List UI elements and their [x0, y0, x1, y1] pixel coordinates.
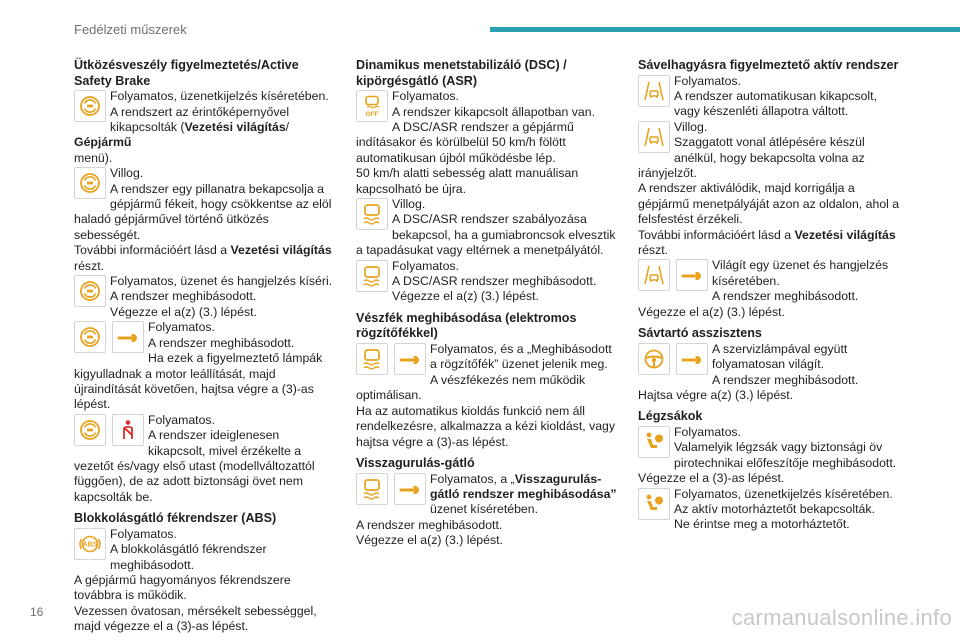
entry-abs: ABS Folyamatos. A blokkolásgátló fékrendszer meghibásodott. A gépjármű hagyományos fékrendszere továbbra is működik. Vezessen óvatosan, mérsékelt sebességgel, majd végezze el a (3)-as lépést. [74, 526, 317, 634]
entry-dsc-off: OFF Folyamatos. A rendszer kikapcsolt állapotban van. A DSC/ASR rendszer a gépjármű indításakor és körülbelül 50 km/h fölött automatikusan újból működésbe lép. 50 km/h alatti sebesség alatt manuálisan kapcsolható be újra. [356, 89, 596, 196]
collision-warning-icon [74, 275, 106, 307]
lane-departure-icon [638, 121, 670, 153]
entry-collision-flashing: Villog. A rendszer egy pillanatra bekapcsolja a gépjármű fékeit, hogy csökkentse az elöl haladó gépjárművel történő ütközés sebességét. További információért lásd a Vezetési világítás részt. [74, 166, 332, 273]
seatbelt-icon [112, 414, 144, 446]
entry-airbag-fault: Folyamatos. Valamelyik légzsák vagy biztonsági öv pirotechnikai előfeszítője meghibásodott. Végezze el a (3)-as lépést. [638, 424, 897, 486]
section-title-hill-assist: Visszagurulás-gátló [356, 455, 475, 470]
dsc-off-icon [356, 90, 388, 122]
entry-lane-off: Folyamatos. A rendszer automatikusan kikapcsolt, vagy készenléti állapotra váltott. [638, 74, 900, 120]
collision-warning-icon [74, 321, 106, 353]
section-title-airbags: Légzsákok [638, 409, 703, 424]
collision-warning-icon [74, 90, 106, 122]
lane-departure-icon [638, 259, 670, 291]
section-title-dsc-asr: Dinamikus menetstabilizáló (DSC) / kipörgésgátló (ASR) [356, 58, 567, 88]
wrench-icon [676, 343, 708, 375]
entry-lane-fault: Világít egy üzenet és hangjelzés kíséretében. A rendszer meghibásodott. Végezze el a(z) (3.) lépést. [638, 258, 889, 319]
entry-hill-assist: Folyamatos, a „Visszagurulás- gátló rendszer meghibásodása” üzenet kíséretében. A rendszer meghibásodott. Végezze el a(z) (3.) lépést. [356, 471, 617, 548]
airbag-icon [638, 426, 670, 458]
section-title-lane-keeping: Sávtartó asszisztens [638, 326, 762, 341]
svg-text:ABS: ABS [82, 541, 98, 549]
steering-wheel-icon [638, 343, 670, 375]
wrench-icon [112, 321, 144, 353]
lane-departure-icon [638, 75, 670, 107]
section-title-abs: Blokkolásgátló fékrendszer (ABS) [74, 511, 277, 526]
wrench-icon [676, 259, 708, 291]
abs-icon [74, 528, 106, 560]
entry-emergency-brake: Folyamatos, és a „Meghibásodott a rögzítőfék” üzenet jelenik meg. A vészfékezés nem működik optimálisan. Ha az automatikus kioldás funkció nem áll rendelkezésre, alkalmazza a kézi kioldást, vagy hajtsa végre a (3)-as lépést. [356, 342, 616, 449]
dsc-icon [356, 198, 388, 230]
section-title-emergency-brake: Vészfék meghibásodása (elektromos rögzítőfékkel) [356, 310, 577, 341]
section-title-lane-departure: Sávelhagyásra figyelmeztető aktív rendszer [638, 58, 899, 72]
collision-warning-icon [74, 167, 106, 199]
section-title-collision-warning: Ütközésveszély figyelmeztetés/Active Safety Brake [74, 58, 299, 88]
entry-lane-keeping: A szervizlámpával együtt folyamatosan világít. A rendszer meghibásodott. Hajtsa végre a(z) (3.) lépést. [638, 341, 859, 402]
header-accent-rule [490, 27, 960, 32]
entry-airbag-hood: Folyamatos, üzenetkijelzés kíséretében. Az aktív motorháztetőt bekapcsolták. Ne érintse meg a motorháztetőt. [638, 487, 900, 533]
page-number: 16 [30, 605, 44, 619]
entry-dsc-fault: Folyamatos. A DSC/ASR rendszer meghibásodott. Végezze el a(z) (3.) lépést. [356, 259, 618, 305]
running-header: Fedélzeti műszerek [74, 22, 187, 37]
entry-lane-flashing: Villog. Szaggatott vonal átlépésére készül anélkül, hogy bekapcsolta volna az irányjelzőt. A rendszer aktiválódik, majd korrigálja a gépjármű menetpályáját azon az oldalon, ahol a felsfestést érzékeli. További információért lásd a Vezetési világítás részt. [638, 119, 900, 258]
wrench-icon [394, 343, 426, 375]
collision-warning-icon [74, 414, 106, 446]
column-1 [74, 58, 336, 635]
column-2 [356, 58, 618, 549]
dsc-icon [356, 343, 388, 375]
entry-collision-service: Folyamatos. A rendszer meghibásodott. Ha ezek a figyelmeztető lámpák kigyulladnak a motor leállítását, majd újraindítását követően, hajtsa végre a (3)-as lépést. [74, 320, 323, 412]
entry-collision-steady: Folyamatos, üzenetkijelzés kíséretében. A rendszert az érintőképernyővel kikapcsolták (Vezetési világítás/ Gépjármű menü). [74, 89, 329, 165]
entry-collision-fault: Folyamatos, üzenet és hangjelzés kíséri. A rendszer meghibásodott. Végezze el a(z) (3.) lépést. [74, 274, 336, 320]
svg-text:OFF: OFF [365, 111, 379, 119]
entry-dsc-flashing: Villog. A DSC/ASR rendszer szabályozása bekapcsol, ha a gumiabroncsok elvesztik a tapadásukat vagy eltérnek a menetpályától. [356, 197, 616, 258]
entry-collision-seatbelt: Folyamatos. A rendszer ideiglenesen kikapcsolt, mivel érzékelte a vezetőt és/vagy első utast (modellváltozattól függően), de az adott biztonsági övet nem kapcsolták be. [74, 412, 315, 504]
dsc-icon [356, 260, 388, 292]
airbag-icon [638, 488, 670, 520]
dsc-icon [356, 473, 388, 505]
wrench-icon [394, 473, 426, 505]
column-3 [638, 58, 900, 533]
watermark: carmanualsonline.info [731, 605, 952, 630]
